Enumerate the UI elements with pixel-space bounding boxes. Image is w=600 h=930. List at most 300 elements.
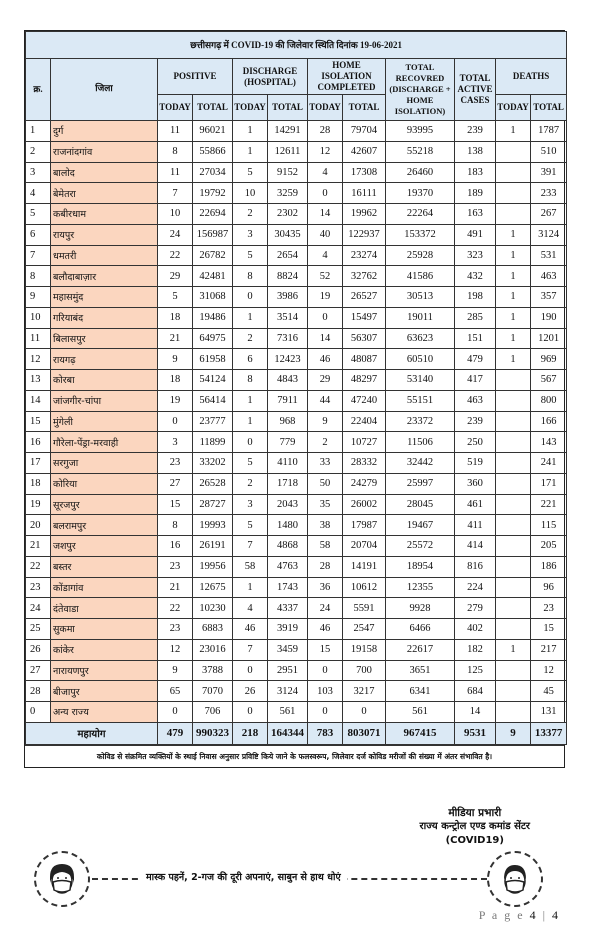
cell-sn: 12 — [26, 349, 51, 370]
cell-sn: 21 — [26, 536, 51, 557]
table-row — [26, 453, 567, 474]
cell-recovered: 32442 — [386, 453, 455, 474]
cell-discharge-total: 4868 — [268, 536, 308, 557]
cell-deaths-today: 1 — [496, 287, 531, 308]
cell-sn: 7 — [26, 245, 51, 266]
signature-line2: राज्य कन्ट्रोल एण्ड कमांड सेंटर — [419, 821, 530, 832]
cell-positive-today: 22 — [158, 245, 193, 266]
cell-district: बीजापुर — [51, 681, 158, 702]
cell-recovered: 12355 — [386, 577, 455, 598]
cell-recovered: 23372 — [386, 411, 455, 432]
cell-active: 163 — [455, 204, 496, 225]
header-today: TODAY — [308, 95, 343, 121]
cell-deaths-today: 1 — [496, 307, 531, 328]
cell-positive-total: 10230 — [193, 598, 233, 619]
header-home-isolation: HOME ISOLATION COMPLETED — [308, 59, 386, 95]
cell-home-total: 2547 — [343, 619, 386, 640]
cell-home-total: 19158 — [343, 639, 386, 660]
cell-district: राजनांदगांव — [51, 141, 158, 162]
cell-discharge-total: 7316 — [268, 328, 308, 349]
cell-deaths-today — [496, 141, 531, 162]
cell-deaths-total: 800 — [531, 390, 567, 411]
cell-home-today: 19 — [308, 287, 343, 308]
cell-sn: 3 — [26, 162, 51, 183]
cell-positive-today: 21 — [158, 577, 193, 598]
cell-home-today: 46 — [308, 619, 343, 640]
cell-positive-today: 65 — [158, 681, 193, 702]
cell-sn: 13 — [26, 370, 51, 391]
cell-discharge-today: 5 — [233, 453, 268, 474]
cell-district: कोंडागांव — [51, 577, 158, 598]
cell-positive-today: 11 — [158, 162, 193, 183]
cell-deaths-total: 96 — [531, 577, 567, 598]
cell-home-today: 58 — [308, 536, 343, 557]
cell-sn: 1 — [26, 121, 51, 142]
cell-deaths-total: 357 — [531, 287, 567, 308]
cell-deaths-today — [496, 681, 531, 702]
header-total: TOTAL — [343, 95, 386, 121]
header-deaths: DEATHS — [496, 59, 567, 95]
cell-positive-total: 706 — [193, 702, 233, 723]
table-row — [26, 577, 567, 598]
cell-home-today: 35 — [308, 494, 343, 515]
cell-active: 417 — [455, 370, 496, 391]
cell-discharge-today: 0 — [233, 660, 268, 681]
cell-home-today: 33 — [308, 453, 343, 474]
table-row — [26, 390, 567, 411]
cell-deaths-today — [496, 515, 531, 536]
cell-deaths-total: 23 — [531, 598, 567, 619]
cell-discharge-today: 3 — [233, 494, 268, 515]
cell-positive-total: 33202 — [193, 453, 233, 474]
cell-deaths-total: 45 — [531, 681, 567, 702]
cell-home-total: 56307 — [343, 328, 386, 349]
cell-positive-total: 54124 — [193, 370, 233, 391]
cell-discharge-total: 2043 — [268, 494, 308, 515]
cell-recovered: 28045 — [386, 494, 455, 515]
header-total: TOTAL — [193, 95, 233, 121]
header-positive: POSITIVE — [158, 59, 233, 95]
cell-positive-today: 8 — [158, 515, 193, 536]
cell-discharge-today: 1 — [233, 577, 268, 598]
cell-deaths-total: 143 — [531, 432, 567, 453]
cell-positive-total: 26191 — [193, 536, 233, 557]
cell-active: 224 — [455, 577, 496, 598]
cell-recovered: 63623 — [386, 328, 455, 349]
cell-positive-today: 15 — [158, 494, 193, 515]
header-today: TODAY — [233, 95, 268, 121]
cell-discharge-total: 779 — [268, 432, 308, 453]
table-row — [26, 660, 567, 681]
cell-positive-total: 31068 — [193, 287, 233, 308]
cell-positive-today: 23 — [158, 619, 193, 640]
cell-discharge-total: 9152 — [268, 162, 308, 183]
cell-discharge-total: 3259 — [268, 183, 308, 204]
header-total-recovered: TOTAL RECOVRED (DISCHARGE + HOME ISOLATION) — [386, 59, 455, 121]
cell-discharge-total: 1718 — [268, 473, 308, 494]
cell-recovered: 3651 — [386, 660, 455, 681]
cell-recovered: 6341 — [386, 681, 455, 702]
cell-discharge-total: 30435 — [268, 224, 308, 245]
cell-discharge-today: 46 — [233, 619, 268, 640]
cell-district: बलौदाबाज़ार — [51, 266, 158, 287]
cell-home-today: 2 — [308, 432, 343, 453]
cell-recovered: 26460 — [386, 162, 455, 183]
cell-positive-total: 12675 — [193, 577, 233, 598]
cell-deaths-total: 217 — [531, 639, 567, 660]
cell-positive-total: 28727 — [193, 494, 233, 515]
table-row — [26, 515, 567, 536]
cell-sn: 5 — [26, 204, 51, 225]
cell-positive-today: 19 — [158, 390, 193, 411]
cell-home-total: 22404 — [343, 411, 386, 432]
cell-home-total: 20704 — [343, 536, 386, 557]
cell-district: गौरेला-पेंड्रा-मरवाही — [51, 432, 158, 453]
cell-recovered: 25572 — [386, 536, 455, 557]
total-deaths-today: 9 — [496, 722, 531, 744]
cell-positive-total: 61958 — [193, 349, 233, 370]
cell-home-total: 15497 — [343, 307, 386, 328]
cell-discharge-today: 1 — [233, 390, 268, 411]
cell-home-today: 4 — [308, 162, 343, 183]
cell-recovered: 93995 — [386, 121, 455, 142]
cell-positive-total: 6883 — [193, 619, 233, 640]
table-row — [26, 349, 567, 370]
cell-active: 402 — [455, 619, 496, 640]
cell-discharge-total: 8824 — [268, 266, 308, 287]
cell-sn: 15 — [26, 411, 51, 432]
cell-home-total: 28332 — [343, 453, 386, 474]
total-home-today: 783 — [308, 722, 343, 744]
cell-home-today: 28 — [308, 556, 343, 577]
table-row — [26, 183, 567, 204]
total-deaths: 13377 — [531, 722, 567, 744]
cell-recovered: 60510 — [386, 349, 455, 370]
header-active-cases: TOTAL ACTIVE CASES — [455, 59, 496, 121]
cell-positive-total: 19486 — [193, 307, 233, 328]
cell-recovered: 41586 — [386, 266, 455, 287]
cell-active: 125 — [455, 660, 496, 681]
total-recovered: 967415 — [386, 722, 455, 744]
header-sn: क्र. — [26, 59, 51, 121]
cell-district: बस्तर — [51, 556, 158, 577]
cell-active: 279 — [455, 598, 496, 619]
cell-deaths-today — [496, 577, 531, 598]
signature-line1: मीडिया प्रभारी — [448, 807, 502, 819]
cell-home-total: 5591 — [343, 598, 386, 619]
cell-deaths-total: 567 — [531, 370, 567, 391]
cell-recovered: 19370 — [386, 183, 455, 204]
cell-home-today: 14 — [308, 204, 343, 225]
masked-face-icon — [487, 851, 543, 907]
cell-home-today: 28 — [308, 121, 343, 142]
cell-positive-today: 12 — [158, 639, 193, 660]
cell-home-today: 52 — [308, 266, 343, 287]
cell-sn: 11 — [26, 328, 51, 349]
cell-home-total: 16111 — [343, 183, 386, 204]
cell-deaths-today — [496, 494, 531, 515]
cell-positive-today: 18 — [158, 370, 193, 391]
cell-discharge-today: 1 — [233, 307, 268, 328]
cell-active: 463 — [455, 390, 496, 411]
cell-active: 182 — [455, 639, 496, 660]
cell-district: रायगढ़ — [51, 349, 158, 370]
cell-home-today: 29 — [308, 370, 343, 391]
cell-deaths-total: 233 — [531, 183, 567, 204]
cell-home-total: 26527 — [343, 287, 386, 308]
cell-active: 183 — [455, 162, 496, 183]
cell-active: 432 — [455, 266, 496, 287]
cell-deaths-total: 1201 — [531, 328, 567, 349]
cell-active: 461 — [455, 494, 496, 515]
header-discharge: DISCHARGE (HOSPITAL) — [233, 59, 308, 95]
cell-discharge-today: 8 — [233, 370, 268, 391]
cell-positive-total: 22694 — [193, 204, 233, 225]
cell-discharge-today: 5 — [233, 515, 268, 536]
cell-deaths-total: 463 — [531, 266, 567, 287]
cell-positive-today: 23 — [158, 556, 193, 577]
cell-deaths-total: 171 — [531, 473, 567, 494]
cell-sn: 26 — [26, 639, 51, 660]
total-positive-today: 479 — [158, 722, 193, 744]
cell-district: नारायणपुर — [51, 660, 158, 681]
cell-deaths-today: 1 — [496, 349, 531, 370]
cell-home-today: 103 — [308, 681, 343, 702]
total-discharge: 164344 — [268, 722, 308, 744]
cell-district: सरगुजा — [51, 453, 158, 474]
cell-active: 491 — [455, 224, 496, 245]
table-row — [26, 266, 567, 287]
cell-positive-today: 11 — [158, 121, 193, 142]
cell-deaths-today — [496, 598, 531, 619]
cell-deaths-total: 186 — [531, 556, 567, 577]
cell-district: सुकमा — [51, 619, 158, 640]
cell-home-today: 44 — [308, 390, 343, 411]
cell-deaths-total: 15 — [531, 619, 567, 640]
cell-deaths-today: 1 — [496, 121, 531, 142]
cell-home-today: 24 — [308, 598, 343, 619]
cell-positive-today: 27 — [158, 473, 193, 494]
cell-deaths-total: 510 — [531, 141, 567, 162]
cell-district: बेमेतरा — [51, 183, 158, 204]
cell-district: धमतरी — [51, 245, 158, 266]
cell-recovered: 53140 — [386, 370, 455, 391]
cell-discharge-total: 3514 — [268, 307, 308, 328]
cell-district: कोरिया — [51, 473, 158, 494]
cell-home-total: 23274 — [343, 245, 386, 266]
cell-discharge-total: 1743 — [268, 577, 308, 598]
cell-sn: 19 — [26, 494, 51, 515]
cell-sn: 27 — [26, 660, 51, 681]
cell-district: जशपुर — [51, 536, 158, 557]
cell-sn: 24 — [26, 598, 51, 619]
slogan: मास्क पहनें, 2-गज की दूरी अपनाएं, साबुन से हाथ धोएं — [140, 870, 347, 883]
cell-deaths-total: 12 — [531, 660, 567, 681]
cell-discharge-total: 561 — [268, 702, 308, 723]
cell-discharge-total: 4763 — [268, 556, 308, 577]
cell-home-total: 700 — [343, 660, 386, 681]
cell-positive-today: 9 — [158, 660, 193, 681]
cell-discharge-total: 12423 — [268, 349, 308, 370]
cell-home-today: 36 — [308, 577, 343, 598]
cell-recovered: 55151 — [386, 390, 455, 411]
cell-discharge-today: 0 — [233, 432, 268, 453]
cell-deaths-total: 190 — [531, 307, 567, 328]
cell-home-total: 10727 — [343, 432, 386, 453]
cell-active: 816 — [455, 556, 496, 577]
cell-home-total: 48087 — [343, 349, 386, 370]
table-row — [26, 224, 567, 245]
cell-positive-total: 27034 — [193, 162, 233, 183]
cell-active: 239 — [455, 121, 496, 142]
header-district: जिला — [51, 59, 158, 121]
cell-district: मुंगेली — [51, 411, 158, 432]
cell-recovered: 19467 — [386, 515, 455, 536]
cell-discharge-today: 6 — [233, 349, 268, 370]
header-today: TODAY — [158, 95, 193, 121]
cell-deaths-total: 391 — [531, 162, 567, 183]
cell-positive-today: 3 — [158, 432, 193, 453]
cell-discharge-total: 1480 — [268, 515, 308, 536]
cell-active: 250 — [455, 432, 496, 453]
cell-discharge-total: 3986 — [268, 287, 308, 308]
cell-positive-total: 23016 — [193, 639, 233, 660]
cell-positive-today: 0 — [158, 702, 193, 723]
cell-active: 151 — [455, 328, 496, 349]
cell-positive-total: 156987 — [193, 224, 233, 245]
cell-positive-today: 24 — [158, 224, 193, 245]
cell-recovered: 22617 — [386, 639, 455, 660]
cell-deaths-today — [496, 370, 531, 391]
cell-home-today: 0 — [308, 702, 343, 723]
cell-positive-total: 19993 — [193, 515, 233, 536]
cell-home-today: 0 — [308, 307, 343, 328]
cell-recovered: 25928 — [386, 245, 455, 266]
footnote: कोविड से संक्रमित व्यक्तियों के स्थाई निवास अनुसार प्रविष्टि किये जाने के फलस्वरूप, जिलेवार दर्ज कोविड मरीजों की संख्या में अंतर संभावित है। — [25, 745, 564, 767]
cell-active: 684 — [455, 681, 496, 702]
cell-discharge-today: 7 — [233, 536, 268, 557]
cell-sn: 23 — [26, 577, 51, 598]
table-row — [26, 639, 567, 660]
cell-deaths-today — [496, 204, 531, 225]
cell-sn: 6 — [26, 224, 51, 245]
cell-sn: 17 — [26, 453, 51, 474]
cell-active: 189 — [455, 183, 496, 204]
cell-positive-total: 3788 — [193, 660, 233, 681]
cell-district: कांकेर — [51, 639, 158, 660]
table-row — [26, 287, 567, 308]
total-discharge-today: 218 — [233, 722, 268, 744]
cell-positive-total: 96021 — [193, 121, 233, 142]
table-row — [26, 204, 567, 225]
cell-home-today: 40 — [308, 224, 343, 245]
cell-district: बलरामपुर — [51, 515, 158, 536]
cell-active: 360 — [455, 473, 496, 494]
cell-home-total: 26002 — [343, 494, 386, 515]
cell-discharge-total: 3459 — [268, 639, 308, 660]
cell-sn: 9 — [26, 287, 51, 308]
cell-sn: 2 — [26, 141, 51, 162]
cell-discharge-total: 968 — [268, 411, 308, 432]
cell-district: दंतेवाडा — [51, 598, 158, 619]
cell-discharge-total: 2654 — [268, 245, 308, 266]
cell-deaths-total: 969 — [531, 349, 567, 370]
cell-active: 198 — [455, 287, 496, 308]
cell-home-total: 32762 — [343, 266, 386, 287]
cell-discharge-total: 3124 — [268, 681, 308, 702]
cell-home-total: 122937 — [343, 224, 386, 245]
cell-sn: 4 — [26, 183, 51, 204]
cell-deaths-today: 1 — [496, 328, 531, 349]
cell-active: 138 — [455, 141, 496, 162]
table-row — [26, 162, 567, 183]
cell-positive-today: 22 — [158, 598, 193, 619]
header-today: TODAY — [496, 95, 531, 121]
cell-sn: 28 — [26, 681, 51, 702]
cell-district: गरियाबंद — [51, 307, 158, 328]
cell-discharge-total: 2302 — [268, 204, 308, 225]
cell-deaths-total: 205 — [531, 536, 567, 557]
cell-home-today: 0 — [308, 183, 343, 204]
cell-active: 411 — [455, 515, 496, 536]
cell-home-total: 19962 — [343, 204, 386, 225]
header-total: TOTAL — [268, 95, 308, 121]
cell-deaths-today — [496, 619, 531, 640]
cell-positive-today: 8 — [158, 141, 193, 162]
table-row — [26, 328, 567, 349]
cell-deaths-total: 241 — [531, 453, 567, 474]
table-row — [26, 432, 567, 453]
cell-positive-today: 9 — [158, 349, 193, 370]
cell-home-total: 48297 — [343, 370, 386, 391]
cell-sn: 0 — [26, 702, 51, 723]
cell-sn: 10 — [26, 307, 51, 328]
cell-deaths-today: 1 — [496, 639, 531, 660]
cell-positive-today: 5 — [158, 287, 193, 308]
cell-deaths-today: 1 — [496, 266, 531, 287]
cell-deaths-total: 3124 — [531, 224, 567, 245]
cell-sn: 8 — [26, 266, 51, 287]
cell-deaths-total: 166 — [531, 411, 567, 432]
cell-discharge-today: 5 — [233, 162, 268, 183]
cell-deaths-today — [496, 702, 531, 723]
cell-home-today: 9 — [308, 411, 343, 432]
cell-discharge-total: 4337 — [268, 598, 308, 619]
cell-sn: 14 — [26, 390, 51, 411]
cell-district: महासमुंद — [51, 287, 158, 308]
cell-district: बालोद — [51, 162, 158, 183]
cell-district: दुर्ग — [51, 121, 158, 142]
cell-discharge-total: 4110 — [268, 453, 308, 474]
cell-positive-today: 0 — [158, 411, 193, 432]
cell-positive-today: 29 — [158, 266, 193, 287]
cell-discharge-today: 10 — [233, 183, 268, 204]
cell-discharge-today: 0 — [233, 702, 268, 723]
cell-positive-today: 18 — [158, 307, 193, 328]
cell-recovered: 561 — [386, 702, 455, 723]
cell-sn: 18 — [26, 473, 51, 494]
cell-recovered: 25997 — [386, 473, 455, 494]
total-positive: 990323 — [193, 722, 233, 744]
table-row — [26, 370, 567, 391]
cell-discharge-total: 2951 — [268, 660, 308, 681]
cell-recovered: 19011 — [386, 307, 455, 328]
cell-home-total: 10612 — [343, 577, 386, 598]
cell-home-total: 14191 — [343, 556, 386, 577]
cell-discharge-today: 7 — [233, 639, 268, 660]
cell-active: 285 — [455, 307, 496, 328]
cell-recovered: 6466 — [386, 619, 455, 640]
